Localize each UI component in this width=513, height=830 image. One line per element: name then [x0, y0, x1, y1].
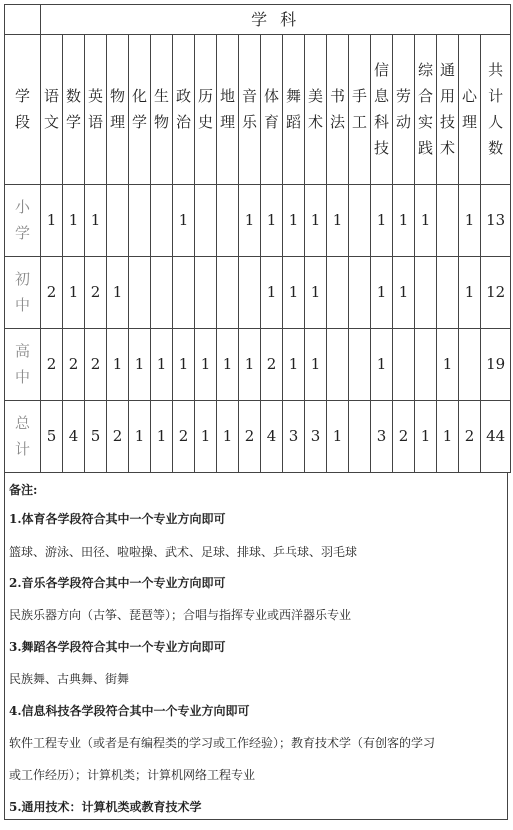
count-cell: 1 [151, 329, 173, 401]
subject-header-char: 用 [439, 87, 455, 105]
subject-header-char: 舞 [285, 87, 301, 105]
subject-header-char: 合 [417, 87, 433, 105]
subject-header-char: 理 [461, 113, 477, 131]
stage-label-char: 学 [14, 224, 30, 242]
count-cell: 1 [195, 401, 217, 473]
count-cell: 1 [305, 185, 327, 257]
subject-header [415, 35, 437, 185]
subject-header-char: 育 [263, 113, 279, 131]
subject-header [63, 35, 85, 185]
subject-header [459, 35, 481, 185]
subject-header-char: 人 [488, 113, 504, 131]
count-cell: 1 [459, 185, 481, 257]
count-cell: 2 [393, 401, 415, 473]
stage-header-char: 学 [14, 87, 30, 105]
count-cell: 1 [217, 401, 239, 473]
count-cell: 1 [63, 185, 85, 257]
count-cell: 2 [459, 401, 481, 473]
count-cell: 1 [415, 401, 437, 473]
subject-header-char: 政 [175, 87, 191, 105]
subject-header-char: 生 [153, 87, 169, 105]
table-row [5, 401, 511, 473]
subject-header-char: 物 [109, 87, 125, 105]
subject-header-char: 语 [87, 113, 103, 131]
total-cell: 12 [481, 257, 511, 329]
count-cell [107, 185, 129, 257]
table-row [5, 185, 511, 257]
count-cell [217, 185, 239, 257]
notes-section [4, 473, 508, 820]
stage-label [5, 257, 41, 329]
corner-cell [5, 5, 41, 35]
subject-header-char: 书 [329, 87, 345, 105]
subject-header-char: 地 [219, 87, 235, 105]
subject-header-char: 数 [488, 139, 504, 157]
count-cell: 1 [393, 185, 415, 257]
stage-label-char: 小 [14, 198, 30, 216]
subject-header-char: 术 [439, 139, 455, 157]
count-cell: 2 [41, 329, 63, 401]
count-cell: 1 [63, 257, 85, 329]
count-cell: 3 [283, 401, 305, 473]
count-cell [195, 185, 217, 257]
subject-header [327, 35, 349, 185]
subject-header-char: 史 [197, 113, 213, 131]
subject-header-char: 践 [417, 139, 433, 157]
stage-label-char: 总 [14, 414, 30, 432]
count-cell: 1 [151, 401, 173, 473]
subject-header-char: 历 [197, 87, 213, 105]
subject-header [239, 35, 261, 185]
count-cell: 4 [261, 401, 283, 473]
stage-label [5, 329, 41, 401]
count-cell: 1 [415, 185, 437, 257]
note-text: 软件工程专业（或者是有编程类的学习或工作经验）；教育技术学（有创客的学习 [9, 736, 436, 750]
count-cell [151, 185, 173, 257]
stage-label [5, 401, 41, 473]
count-cell [195, 257, 217, 329]
count-cell: 1 [371, 329, 393, 401]
subject-header-char: 美 [307, 87, 323, 105]
count-cell: 1 [261, 185, 283, 257]
count-cell: 2 [85, 329, 107, 401]
count-cell: 1 [173, 185, 195, 257]
count-cell: 2 [173, 401, 195, 473]
subject-header-char: 计 [488, 87, 504, 105]
subject-header-char: 理 [219, 113, 235, 131]
subject-header-char: 心 [461, 87, 477, 105]
count-cell: 1 [107, 329, 129, 401]
table-row [5, 329, 511, 401]
subject-header-char: 通 [439, 61, 455, 79]
count-cell: 5 [41, 401, 63, 473]
subject-header [437, 35, 459, 185]
count-cell [437, 185, 459, 257]
stage-label-char: 高 [14, 342, 30, 360]
subject-header [217, 35, 239, 185]
subject-header-char: 技 [373, 139, 389, 157]
subject-header-char: 科 [373, 113, 389, 131]
count-cell: 2 [261, 329, 283, 401]
subject-header [195, 35, 217, 185]
count-cell: 1 [129, 329, 151, 401]
subject-header-char: 劳 [395, 87, 411, 105]
count-cell: 2 [41, 257, 63, 329]
count-cell: 1 [437, 401, 459, 473]
note-title: 5.通用技术：计算机类或教育技术学 [9, 800, 202, 814]
notes-heading: 备注: [9, 483, 38, 497]
subject-header [393, 35, 415, 185]
count-cell: 3 [305, 401, 327, 473]
note-text: 或工作经历）；计算机类；计算机网络工程专业 [9, 768, 256, 782]
subject-header [283, 35, 305, 185]
subject-header-char: 治 [175, 113, 191, 131]
count-cell [415, 329, 437, 401]
count-cell [349, 185, 371, 257]
count-cell [129, 257, 151, 329]
count-cell [349, 257, 371, 329]
count-cell [327, 257, 349, 329]
subject-header [107, 35, 129, 185]
subject-header-char: 理 [109, 113, 125, 131]
staffing-document [4, 4, 508, 824]
stage-label-char: 计 [14, 440, 30, 458]
subject-header-char: 动 [395, 113, 411, 131]
count-cell: 1 [305, 329, 327, 401]
subject-header-char: 蹈 [285, 113, 301, 131]
count-cell [437, 257, 459, 329]
count-cell: 2 [63, 329, 85, 401]
table-row [5, 257, 511, 329]
note-text: 篮球、游泳、田径、啦啦操、武术、足球、排球、乒乓球、羽毛球 [9, 545, 358, 559]
count-cell [349, 329, 371, 401]
subject-header [261, 35, 283, 185]
stage-header [5, 35, 41, 185]
note-text: 民族乐器方向（古筝、琵琶等）；合唱与指挥专业或西洋器乐专业 [9, 608, 352, 622]
count-cell: 4 [63, 401, 85, 473]
subject-header [349, 35, 371, 185]
subject-header-char: 体 [263, 87, 279, 105]
count-cell [349, 401, 371, 473]
count-cell: 1 [107, 257, 129, 329]
note-title: 2.音乐各学段符合其中一个专业方向即可 [9, 576, 226, 590]
count-cell: 1 [195, 329, 217, 401]
subject-header [129, 35, 151, 185]
subject-header-char: 学 [65, 113, 81, 131]
subject-header-char: 息 [373, 87, 389, 105]
total-cell: 13 [481, 185, 511, 257]
subject-header-char: 实 [417, 113, 433, 131]
count-cell: 1 [283, 329, 305, 401]
subject-header-char: 音 [241, 87, 257, 105]
note-text: 民族舞、古典舞、街舞 [9, 672, 130, 686]
total-cell: 19 [481, 329, 511, 401]
count-cell: 1 [393, 257, 415, 329]
note-title: 3.舞蹈各学段符合其中一个专业方向即可 [9, 640, 226, 654]
count-cell: 1 [173, 329, 195, 401]
count-cell: 1 [129, 401, 151, 473]
subject-staffing-table [4, 4, 511, 473]
count-cell [239, 257, 261, 329]
count-cell: 1 [85, 185, 107, 257]
count-cell: 2 [107, 401, 129, 473]
stage-label-char: 中 [14, 296, 30, 314]
subject-header-char: 法 [329, 113, 345, 131]
subject-header-char: 物 [153, 113, 169, 131]
subject-header [305, 35, 327, 185]
count-cell: 2 [239, 401, 261, 473]
subject-header-char: 工 [351, 113, 367, 131]
subject-header [173, 35, 195, 185]
stage-label [5, 185, 41, 257]
count-cell: 1 [41, 185, 63, 257]
count-cell [415, 257, 437, 329]
count-cell: 1 [327, 401, 349, 473]
count-cell: 1 [217, 329, 239, 401]
count-cell: 1 [437, 329, 459, 401]
count-cell: 1 [371, 185, 393, 257]
note-title: 1.体育各学段符合其中一个专业方向即可 [9, 512, 226, 526]
table-title: 学 科 [41, 5, 511, 35]
count-cell [393, 329, 415, 401]
subject-header-char: 英 [87, 87, 103, 105]
count-cell: 3 [371, 401, 393, 473]
count-cell: 1 [371, 257, 393, 329]
subject-header-char: 手 [351, 87, 367, 105]
count-cell: 1 [239, 329, 261, 401]
subject-header-char: 数 [65, 87, 81, 105]
stage-label-char: 初 [14, 270, 30, 288]
count-cell: 1 [239, 185, 261, 257]
subject-header-char: 乐 [241, 113, 257, 131]
subject-header-char: 语 [43, 87, 59, 105]
subject-header-char: 学 [131, 113, 147, 131]
count-cell [173, 257, 195, 329]
subject-header [85, 35, 107, 185]
note-title: 4.信息科技各学段符合其中一个专业方向即可 [9, 704, 250, 718]
subject-header-char: 术 [307, 113, 323, 131]
subject-header-char: 技 [439, 113, 455, 131]
subject-header [371, 35, 393, 185]
subject-header-char: 文 [43, 113, 59, 131]
count-cell [459, 329, 481, 401]
subject-header-char: 共 [488, 61, 504, 79]
count-cell: 1 [459, 257, 481, 329]
stage-label-char: 中 [14, 368, 30, 386]
subject-header-char: 综 [417, 61, 433, 79]
count-cell: 1 [283, 185, 305, 257]
total-cell: 44 [481, 401, 511, 473]
subject-header [41, 35, 63, 185]
count-cell: 1 [261, 257, 283, 329]
subject-header [151, 35, 173, 185]
subject-header-char: 化 [131, 87, 147, 105]
subject-header-char: 信 [373, 61, 389, 79]
count-cell: 1 [327, 185, 349, 257]
stage-header-char: 段 [14, 113, 30, 131]
count-cell [151, 257, 173, 329]
count-cell: 5 [85, 401, 107, 473]
count-cell [327, 329, 349, 401]
count-cell [129, 185, 151, 257]
count-cell: 1 [283, 257, 305, 329]
subject-header [481, 35, 511, 185]
count-cell [217, 257, 239, 329]
count-cell: 1 [305, 257, 327, 329]
count-cell: 2 [85, 257, 107, 329]
